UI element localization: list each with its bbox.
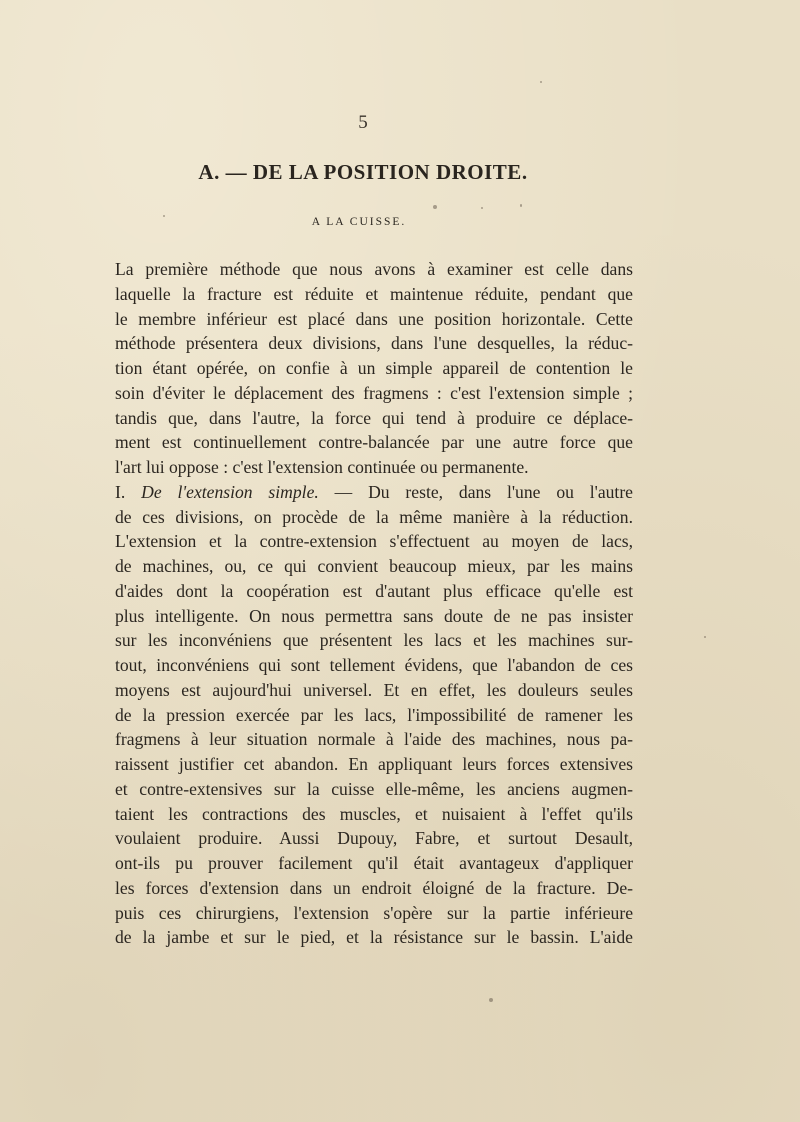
paper-speck — [704, 636, 706, 638]
text-line: le membre inférieur est placé dans une position horizontale. Cette — [115, 308, 633, 329]
page-number: 5 — [358, 112, 368, 133]
body-text — [115, 257, 633, 950]
text-line: de la jambe et sur le pied, et la résistance sur le bassin. L'aide — [115, 927, 633, 948]
text-line: de machines, ou, ce qui convient beaucoup mieux, par les mains — [115, 556, 633, 576]
text-line: soin d'éviter le déplacement des fragmens : c'est l'extension simple ; — [115, 382, 633, 403]
text-line: tion étant opérée, on confie à un simple appareil de contention le — [115, 358, 633, 378]
text-line: taient les contractions des muscles, et nuisaient à l'effet qu'ils — [115, 803, 633, 824]
text-line: plus intelligente. On nous permettra sans doute de ne pas insister — [115, 605, 633, 626]
paper-speck — [163, 215, 165, 217]
paper-speck — [481, 207, 483, 209]
text-line: moyens est aujourd'hui universel. Et en effet, les douleurs seules — [115, 679, 633, 700]
text-line: d'aides dont la coopération est d'autant plus efficace qu'elle est — [115, 580, 633, 601]
paper-speck — [489, 998, 493, 1002]
text-line: laquelle la fracture est réduite et maintenue réduite, pendant que — [115, 283, 633, 304]
text-line: méthode présentera deux divisions, dans l'une desquelles, la réduc- — [115, 333, 633, 354]
text-line: fragmens à leur situation normale à l'aide des machines, nous pa- — [115, 729, 633, 750]
subsection-title: A LA CUISSE. — [311, 216, 407, 228]
text-line: raissent justifier cet abandon. En appliquant leurs forces extensives — [115, 754, 633, 774]
paragraph-lead-italic: De l'extension simple. — [141, 481, 319, 502]
text-line: ont-ils pu prouver facilement qu'il était avantageux d'appliquer — [115, 853, 633, 873]
paragraph-2 — [115, 480, 633, 950]
text-line: tout, inconvéniens qui sont tellement évidens, que l'abandon de ces — [115, 655, 633, 675]
text-line: tandis que, dans l'autre, la force qui tend à produire ce déplace- — [115, 407, 633, 428]
paragraph-1 — [115, 257, 633, 480]
paragraph-lead-line — [115, 480, 633, 505]
paper-speck — [433, 205, 437, 209]
text-line: puis ces chirurgiens, l'extension s'opère sur la partie inférieure — [115, 902, 633, 923]
paragraph-lead-number: I. — [115, 481, 126, 502]
paper-speck — [520, 204, 522, 207]
text-line: de ces divisions, on procède de la même manière à la réduction. — [115, 506, 633, 527]
text-line: sur les inconvéniens que présentent les lacs et les machines sur- — [115, 630, 633, 651]
text-line: l'art lui oppose : c'est l'extension continuée ou permanente. — [115, 457, 529, 477]
text-line: voulaient produire. Aussi Dupouy, Fabre, et surtout Desault, — [115, 828, 633, 849]
text-line: La première méthode que nous avons à examiner est celle dans — [115, 259, 633, 279]
text-line: L'extension et la contre-extension s'effectuent au moyen de lacs, — [115, 531, 633, 552]
text-line: et contre-extensives sur la cuisse elle-même, les anciens augmen- — [115, 778, 633, 799]
paper-speck — [540, 81, 542, 83]
text-line: de la pression exercée par les lacs, l'impossibilité de ramener les — [115, 704, 633, 725]
paragraph-lead-rest: — Du reste, dans l'une ou l'autre — [318, 481, 633, 502]
section-title: A. — DE LA POSITION DROITE. — [198, 160, 528, 184]
text-line: les forces d'extension dans un endroit éloigné de la fracture. De- — [115, 877, 633, 898]
text-line: ment est continuellement contre-balancée par une autre force que — [115, 432, 633, 453]
